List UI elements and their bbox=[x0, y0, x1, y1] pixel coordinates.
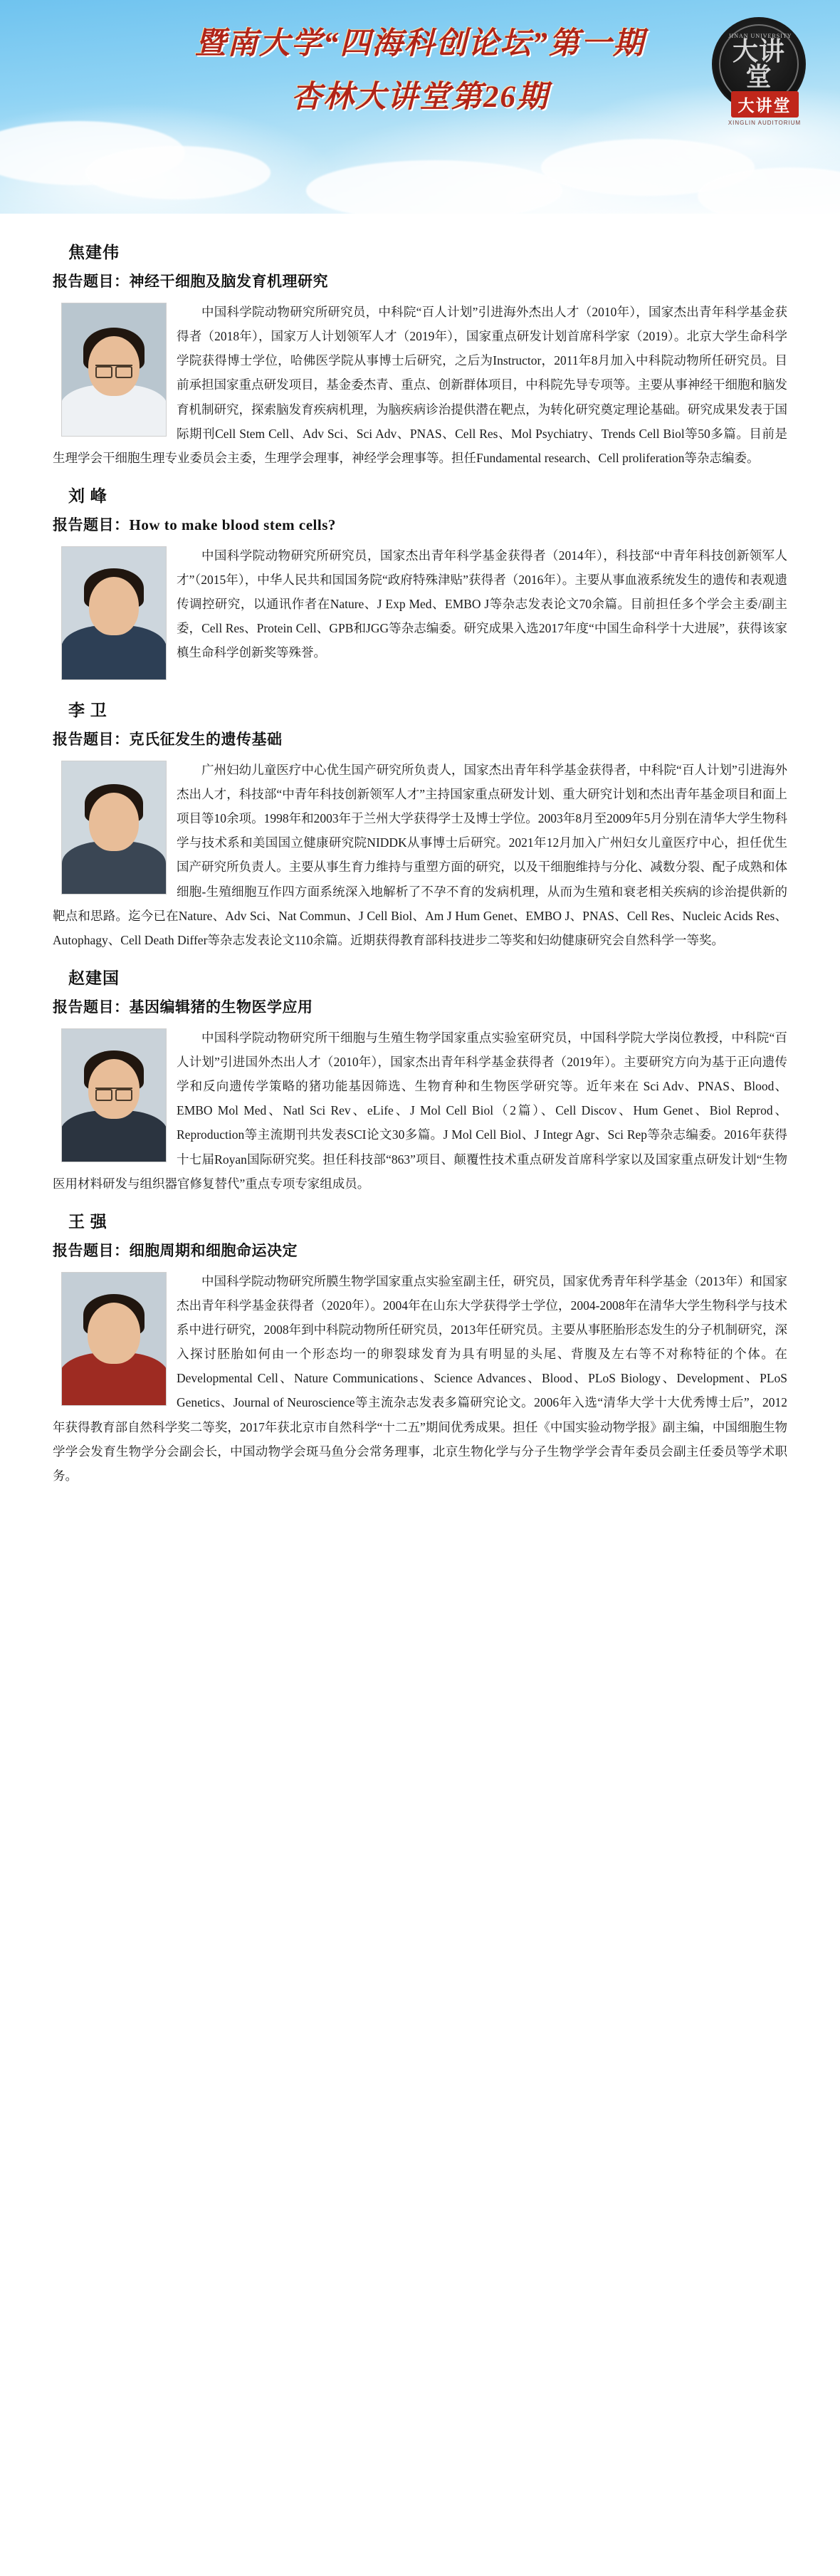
portrait-glasses-icon bbox=[95, 365, 132, 375]
talk-label: 报告题目： bbox=[53, 273, 130, 290]
speaker-bio: 中国科学院动物研究所膜生物学国家重点实验室副主任，研究员，国家优秀青年科学基金（2013年）和国家杰出青年科学基金获得者（2020年）。2004年在山东大学获得学士学位，2004-2008年在清华大学生物科学与技术系中进行研究，2008年到中科院动物所任研究员，2013年任研究员。主要从事胚胎形态发生的分子机制研究，深入探讨胚胎如何由一个形态均一的卵裂球发育为具有明显的头尾、背腹及左右等不对称特征的个体。在Developmental Cell、Nature Communications、Science Advances、Blood、PLoS Biology、Development、PLoS Genetics、Journal of Neuroscience等主流杂志发表多篇研究论文。2006年入选“清华大学十大优秀博士后”，2012年获得教育部自然科学奖二等奖，2017年获北京市自然科学“十二五”期间优秀成果。担任《中国实验动物学报》副主编，中国细胞生物学学会发育生物学分会副会长，中国动物学会斑马鱼分会常务理事，北京生物化学与分子生物学学会青年委员会副主任委员等学术职务。 bbox=[53, 1273, 787, 1483]
talk-title: 基因编辑猪的生物医学应用 bbox=[129, 998, 313, 1016]
cloud-decoration bbox=[306, 160, 562, 221]
speaker-name: 刘 峰 bbox=[68, 486, 107, 505]
portrait-glasses-icon bbox=[95, 1088, 132, 1097]
talk-label: 报告题目： bbox=[53, 730, 130, 748]
talk-line bbox=[53, 270, 787, 291]
speaker-bio: 广州妇幼儿童医疗中心优生国产研究所负责人，国家杰出青年科学基金获得者，中科院“百人计划”引进海外杰出人才，科技部“中青年科技创新领军人才”主持国家重点研发计划、重大研究计划和杰出青年基金项目和面上项目等10余项。1998年和2003年于兰州大学获得学士及博士学位。2003年8月至2009年5月分别在清华大学生物科学与技术系和美国国立健康研究院NIDDK从事博士后研究。2021年12月加入广州妇女儿童医疗中心，担任优生国产研究所负责人。主要从事生育力维持与重塑方面的研究，以及干细胞维持与分化、减数分裂、配子成熟和体细胞-生殖细胞互作四方面系统深入地解析了不孕不育的发病机理，从而为生殖和衰老相关疾病的诊治提供新的靶点和思路。迄今已在Nature、Adv Sci、Nat Commun、J Cell Biol、Am J Hum Genet、EMBO J、PNAS、Cell Res、Nucleic Acids Res、Autophagy、Cell Death Differ等杂志发表论文110余篇。近期获得教育部科技进步二等奖和妇幼健康研究会自然科学一等奖。 bbox=[53, 762, 787, 947]
auditorium-logo bbox=[715, 91, 814, 126]
speaker-block bbox=[53, 965, 787, 1196]
speaker-portrait bbox=[61, 1272, 167, 1406]
bio-wrap bbox=[53, 758, 787, 952]
speaker-portrait bbox=[61, 1028, 167, 1162]
speaker-block bbox=[53, 239, 787, 470]
speaker-portrait bbox=[61, 761, 167, 895]
speaker-bio: 中国科学院动物研究所研究员，中科院“百人计划”引进海外杰出人才（2010年），国家杰出青年科学基金获得者（2018年），国家万人计划领军人才（2019年），国家重点研发计划首席科学家（2019）。北京大学生命科学学院获得博士学位，哈佛医学院从事博士后研究，之后为Instructor，2011年8月加入中科院动物所任研究员。目前承担国家重点研发项目，基金委杰青、重点、创新群体项目，中科院先导专项等。主要从事神经干细胞和脑发育机制研究，探索脑发育疾病机理，为脑疾病诊治提供潜在靶点，为转化研究奠定理论基础。研究成果发表于国际期刊Cell Stem Cell、Adv Sci、Sci Adv、PNAS、Cell Res、Mol Psychiatry、Trends Cell Biol等50多篇。目前是生理学会干细胞生理专业委员会主委，生理学会理事，神经学会理事等。担任Fundamental research、Cell proliferation等杂志编委。 bbox=[53, 305, 787, 465]
speaker-bio: 中国科学院动物研究所研究员，国家杰出青年科学基金获得者（2014年），科技部“中青年科技创新领军人才”（2015年），中华人民共和国国务院“政府特殊津贴”获得者（2016年）。主要从事血液系统发生的遗传和表观遗传调控研究，以通讯作者在Nature、J Exp Med、EMBO J等杂志发表论文70余篇。目前担任多个学会主委/副主委，Cell Res、Protein Cell、GPB和JGG等杂志编委。研究成果入选2017年度“中国生命科学十大进展”，获得该家槙生命科学创新奖等殊誉。 bbox=[177, 548, 787, 660]
talk-label: 报告题目： bbox=[53, 998, 130, 1016]
portrait-face bbox=[89, 793, 139, 851]
talk-label: 报告题目： bbox=[53, 1241, 130, 1259]
poster-banner bbox=[0, 0, 840, 214]
talk-line bbox=[53, 1239, 787, 1261]
talk-line bbox=[53, 996, 787, 1017]
seal-glyph-text: 大讲堂 bbox=[732, 37, 785, 91]
speaker-block bbox=[53, 697, 787, 952]
auditorium-logo-cn: 大讲堂 bbox=[731, 91, 799, 118]
speaker-name: 王 强 bbox=[68, 1212, 107, 1231]
talk-label: 报告题目： bbox=[53, 516, 130, 533]
auditorium-logo-en: XINGLIN AUDITORIUM bbox=[728, 120, 802, 126]
bio-wrap bbox=[53, 1026, 787, 1196]
speaker-name: 焦建伟 bbox=[68, 244, 120, 261]
speaker-portrait bbox=[61, 303, 167, 437]
banner-subtitle: 杏林大讲堂第26期 bbox=[291, 80, 549, 114]
speaker-name: 李 卫 bbox=[68, 701, 107, 719]
speaker-portrait bbox=[61, 546, 167, 680]
portrait-face bbox=[88, 1303, 140, 1364]
speaker-name: 赵建国 bbox=[68, 969, 120, 987]
talk-line bbox=[53, 513, 787, 535]
bio-wrap bbox=[53, 543, 787, 684]
poster-content bbox=[0, 214, 840, 1521]
speaker-block bbox=[53, 483, 787, 684]
banner-title: 暨南大学“四海科创论坛”第一期 bbox=[195, 27, 645, 61]
speaker-block bbox=[53, 1209, 787, 1488]
bio-wrap bbox=[53, 1269, 787, 1488]
talk-title: 细胞周期和细胞命运决定 bbox=[129, 1241, 298, 1259]
portrait-face bbox=[89, 577, 139, 635]
cloud-decoration bbox=[85, 146, 271, 199]
talk-title: 神经干细胞及脑发育机理研究 bbox=[129, 273, 328, 290]
speaker-bio: 中国科学院动物研究所干细胞与生殖生物学国家重点实验室研究员，中国科学院大学岗位教授，中科院“百人计划”引进国外杰出人才（2010年），国家杰出青年科学基金获得者（2019年）。主要研究方向为基于正向遗传学和反向遗传学策略的猪功能基因筛选、生物育种和生物医学研究等。近年来在 Sci Adv、PNAS、Blood、EMBO Mol Med、Natl Sci Rev、eLife、J Mol Cell Biol（2篇）、Cell Discov、Hum Genet、Biol Reprod、Reproduction等主流期刊共发表SCI论文30多篇。J Mol Cell Biol、J Integr Agr、Sci Rep等杂志编委。2016年获得十七届Royan国际研究奖。担任科技部“863”项目、颠覆性技术重点研发首席科学家以及国家重点研发计划“生物医用材料研发与组织器官修复替代”重点专项专家组成员。 bbox=[53, 1030, 787, 1191]
talk-title: 克氏征发生的遗传基础 bbox=[129, 730, 283, 748]
talk-title: How to make blood stem cells? bbox=[129, 516, 336, 533]
bio-wrap bbox=[53, 300, 787, 470]
talk-line bbox=[53, 728, 787, 749]
seal-arc-top-text: JINAN UNIVERSITY bbox=[728, 33, 792, 39]
